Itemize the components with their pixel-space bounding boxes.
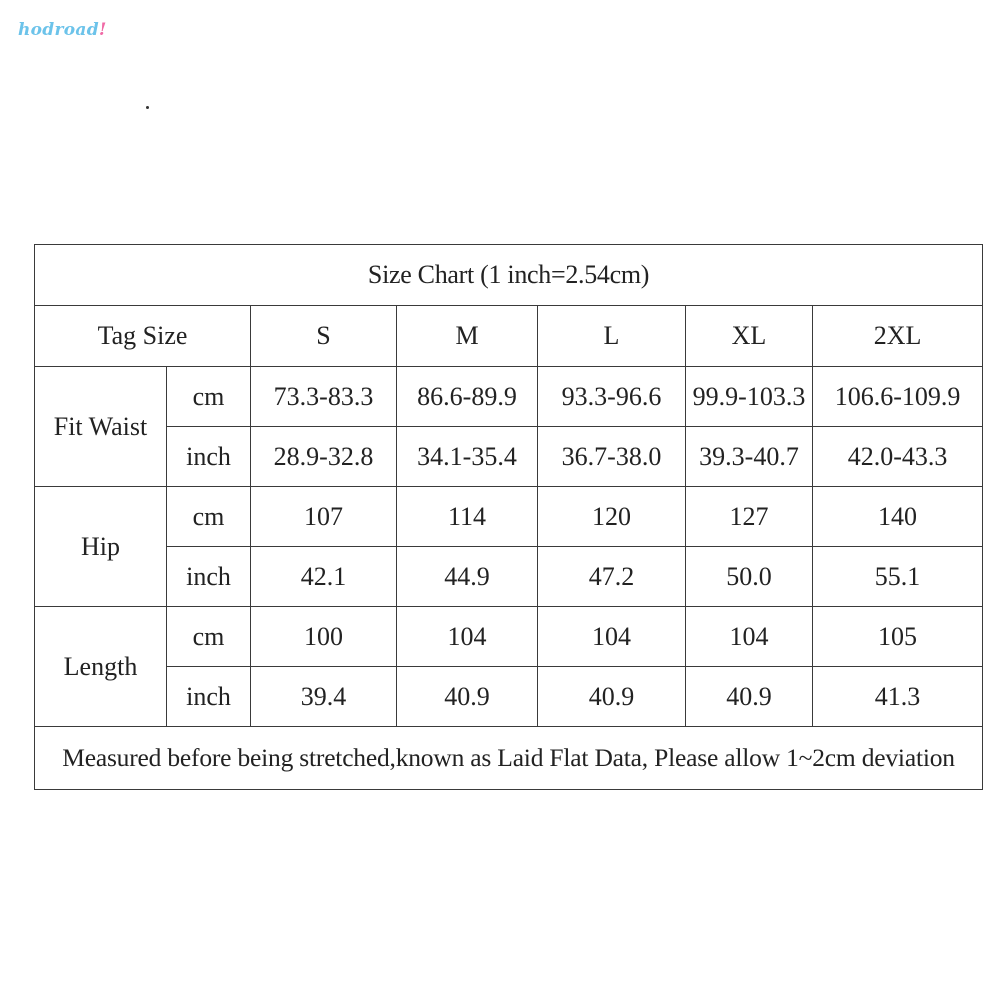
table-cell: 114: [397, 487, 538, 547]
table-cell: 120: [538, 487, 686, 547]
size-header-2xl: 2XL: [813, 306, 983, 367]
unit-label: cm: [167, 367, 251, 427]
table-cell: 44.9: [397, 547, 538, 607]
table-row: [35, 427, 983, 487]
table-cell: 40.9: [538, 667, 686, 727]
table-row: [35, 547, 983, 607]
brand-watermark-text: hodroad: [18, 20, 99, 40]
table-cell: 104: [538, 607, 686, 667]
measurement-note: Measured before being stretched,known as Laid Flat Data, Please allow 1~2cm deviation: [35, 727, 983, 790]
tag-size-label: Tag Size: [35, 306, 251, 367]
note-row: [35, 727, 983, 790]
brand-watermark: [18, 22, 107, 39]
measurement-name-fit-waist: Fit Waist: [35, 367, 167, 487]
table-cell: 40.9: [397, 667, 538, 727]
table-cell: 55.1: [813, 547, 983, 607]
stray-mark: [146, 106, 149, 109]
size-header-m: M: [397, 306, 538, 367]
unit-label: inch: [167, 547, 251, 607]
table-cell: 106.6-109.9: [813, 367, 983, 427]
table-cell: 36.7-38.0: [538, 427, 686, 487]
title-row: [35, 245, 983, 306]
table-cell: 86.6-89.9: [397, 367, 538, 427]
measurement-name-length: Length: [35, 607, 167, 727]
table-cell: 47.2: [538, 547, 686, 607]
brand-watermark-accent: !: [98, 20, 107, 40]
table-cell: 28.9-32.8: [251, 427, 397, 487]
table-cell: 73.3-83.3: [251, 367, 397, 427]
table-row: [35, 667, 983, 727]
table-cell: 42.1: [251, 547, 397, 607]
table-cell: 50.0: [686, 547, 813, 607]
chart-title: Size Chart (1 inch=2.54cm): [35, 245, 983, 306]
table-cell: 34.1-35.4: [397, 427, 538, 487]
size-header-l: L: [538, 306, 686, 367]
table-cell: 93.3-96.6: [538, 367, 686, 427]
table-cell: 104: [686, 607, 813, 667]
table-cell: 41.3: [813, 667, 983, 727]
table-cell: 107: [251, 487, 397, 547]
table-cell: 40.9: [686, 667, 813, 727]
size-header-s: S: [251, 306, 397, 367]
table-cell: 104: [397, 607, 538, 667]
table-cell: 99.9-103.3: [686, 367, 813, 427]
size-header-xl: XL: [686, 306, 813, 367]
table-cell: 100: [251, 607, 397, 667]
table-cell: 127: [686, 487, 813, 547]
table-cell: 39.3-40.7: [686, 427, 813, 487]
size-chart-table: [34, 244, 983, 790]
unit-label: cm: [167, 607, 251, 667]
table-cell: 42.0-43.3: [813, 427, 983, 487]
table-cell: 39.4: [251, 667, 397, 727]
table-row: [35, 367, 983, 427]
table-row: [35, 487, 983, 547]
table-cell: 140: [813, 487, 983, 547]
unit-label: inch: [167, 427, 251, 487]
unit-label: inch: [167, 667, 251, 727]
header-row: [35, 306, 983, 367]
table-cell: 105: [813, 607, 983, 667]
unit-label: cm: [167, 487, 251, 547]
table-row: [35, 607, 983, 667]
measurement-name-hip: Hip: [35, 487, 167, 607]
